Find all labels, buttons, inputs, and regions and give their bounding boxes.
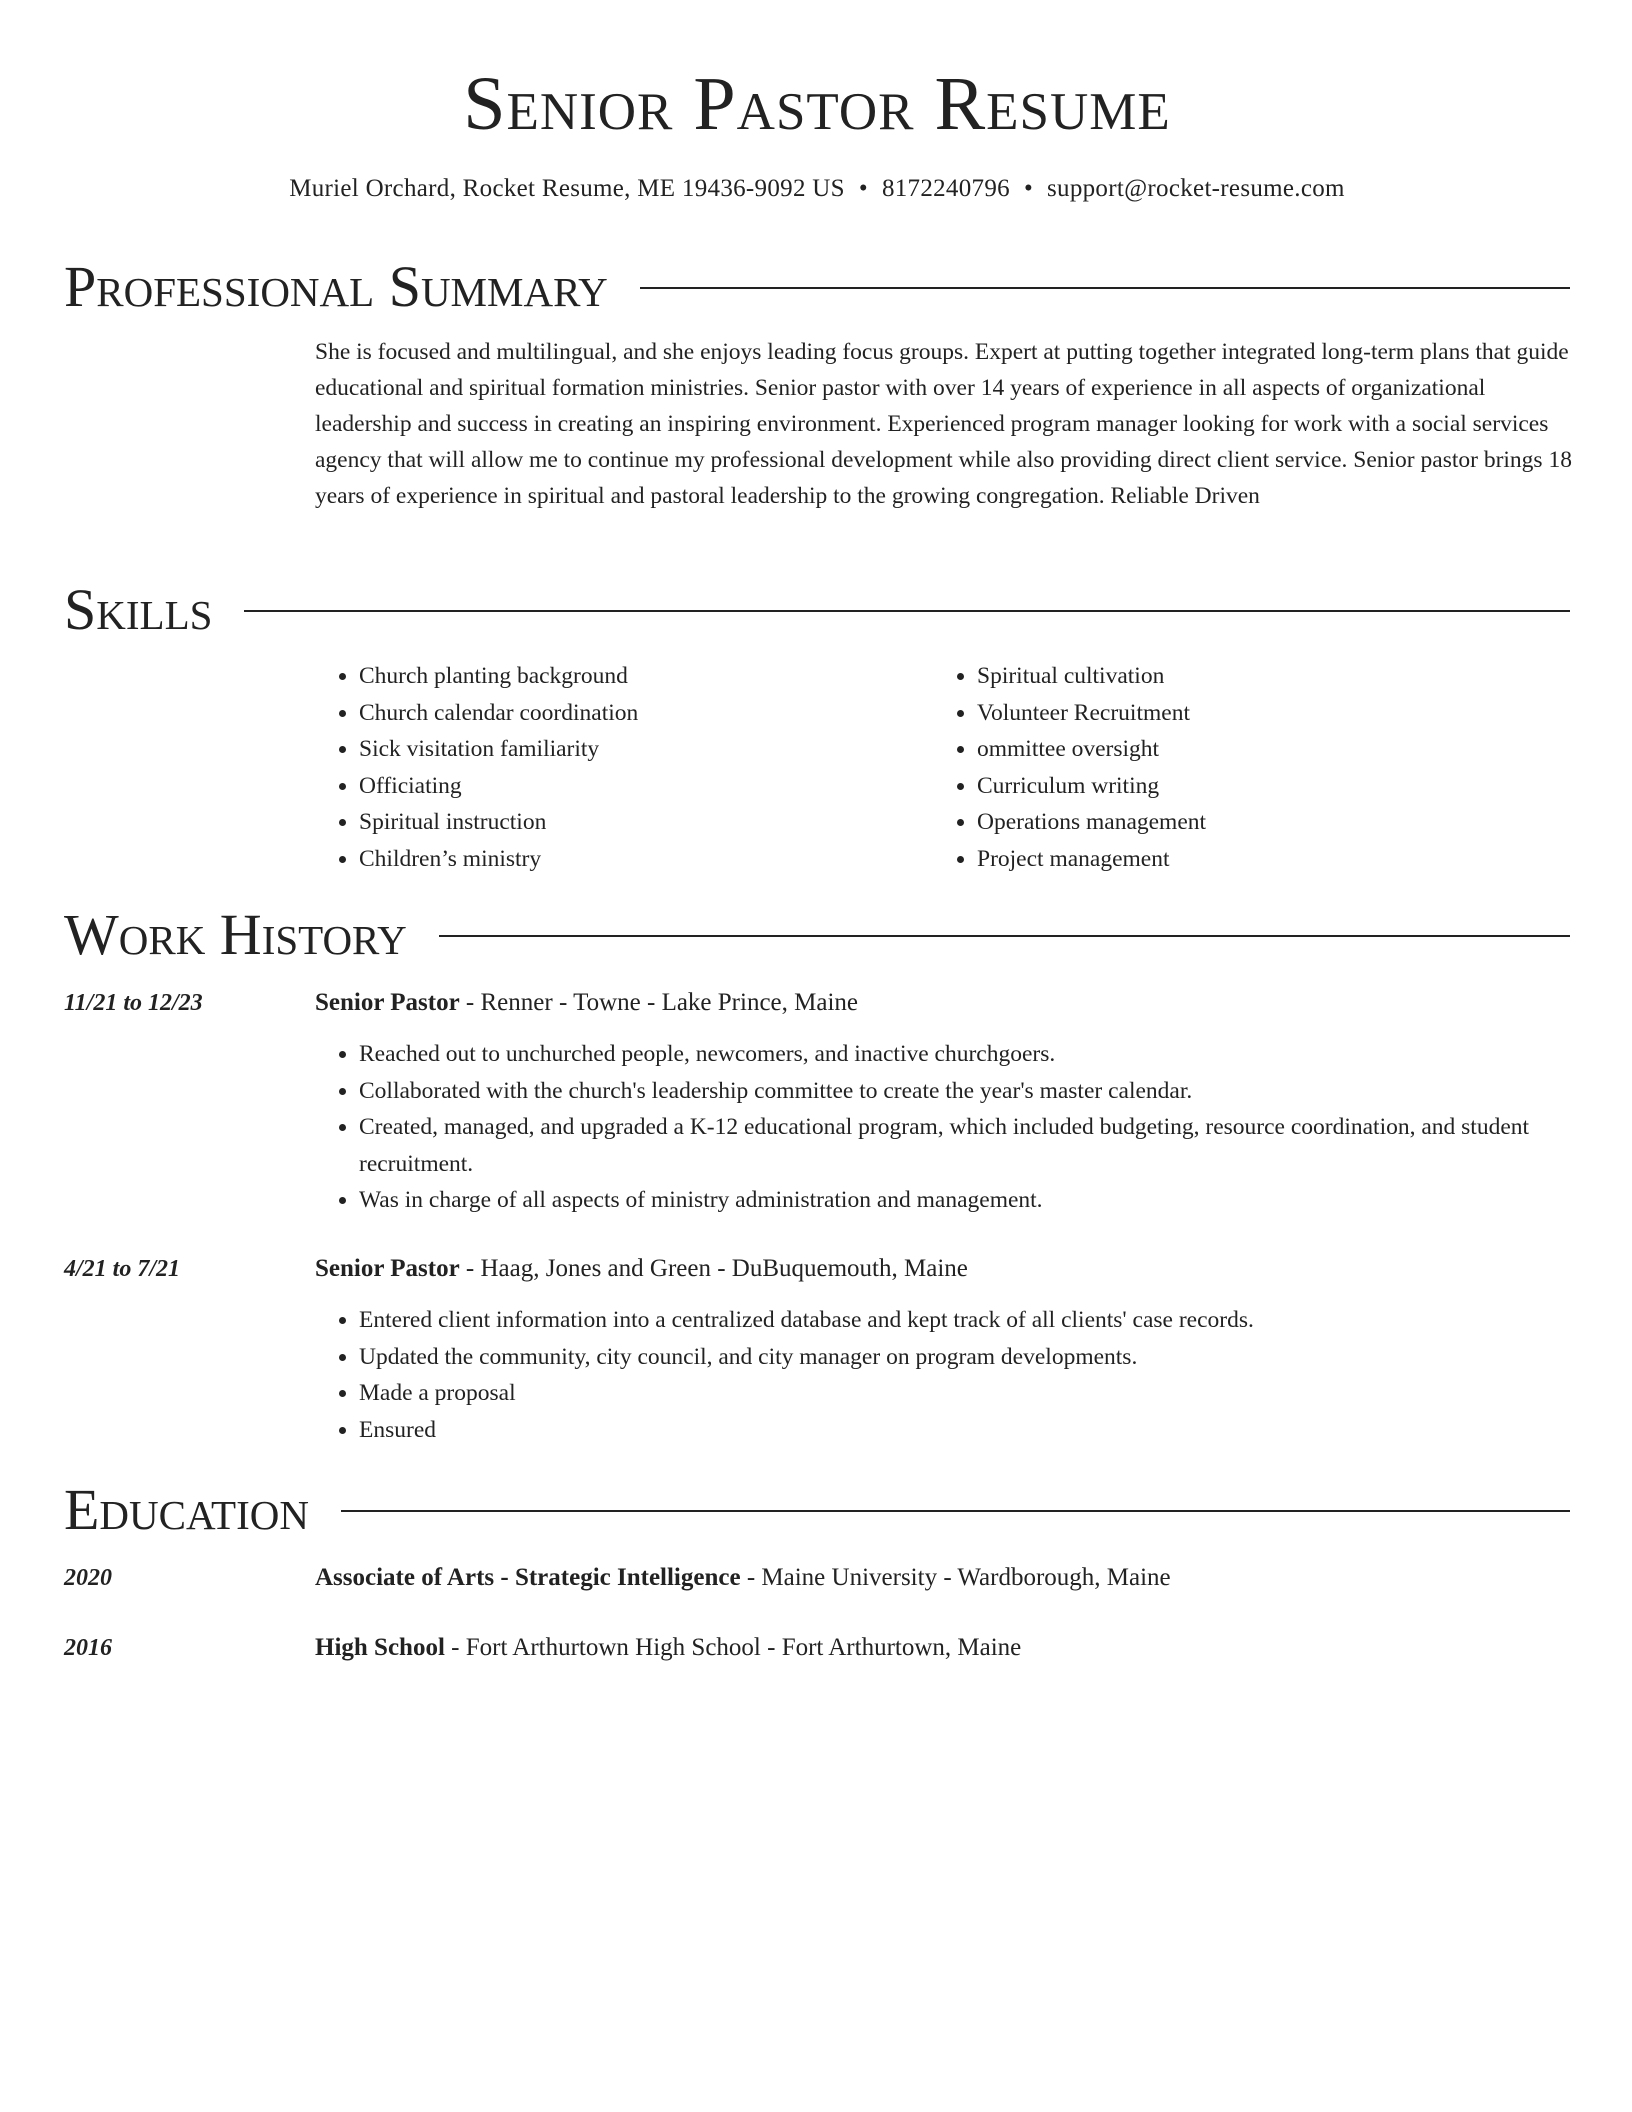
- job-bullet: • Reached out to unchurched people, newcomers, and inactive churchgoers.: [359, 1036, 1569, 1073]
- skills-column-left: [315, 658, 933, 877]
- job-bullets: [315, 1302, 1569, 1448]
- skill-item: • Volunteer Recruitment: [977, 695, 1551, 732]
- summary-heading: Professional Summary: [64, 254, 608, 319]
- work-section-header: [64, 903, 1570, 967]
- job-bullet: • Entered client information into a centralized database and kept track of all clients' case records.: [359, 1302, 1569, 1339]
- job-bullet: • Collaborated with the church's leadership committee to create the year's master calendar.: [359, 1073, 1569, 1110]
- contact-separator: •: [858, 175, 868, 202]
- job-dates: 4/21 to 7/21: [64, 1256, 181, 1282]
- skill-item: • Sick visitation familiarity: [359, 731, 933, 768]
- contact-address: Muriel Orchard, Rocket Resume, ME 19436-9092 US: [289, 175, 845, 202]
- skills-heading: Skills: [64, 577, 213, 642]
- section-divider: [244, 610, 1570, 612]
- job-details: - Haag, Jones and Green - DuBuquemouth, Maine: [459, 1255, 968, 1282]
- skill-item: • Spiritual cultivation: [977, 658, 1551, 695]
- job-bullet: • Ensured: [359, 1412, 1569, 1449]
- skill-item: • Project management: [977, 841, 1551, 878]
- education-degree: High School: [315, 1634, 445, 1661]
- education-heading-line: [315, 1563, 1171, 1593]
- skill-item: • Church planting background: [359, 658, 933, 695]
- skill-item: • Church calendar coordination: [359, 695, 933, 732]
- education-details: - Maine University - Wardborough, Maine: [740, 1564, 1171, 1591]
- skill-item: • Operations management: [977, 804, 1551, 841]
- job-title: Senior Pastor: [315, 989, 460, 1016]
- job-bullets: [315, 1036, 1569, 1219]
- education-degree: Associate of Arts - Strategic Intelligence: [315, 1564, 741, 1591]
- job-bullet: • Made a proposal: [359, 1375, 1569, 1412]
- job-bullet: • Created, managed, and upgraded a K-12 educational program, which included budgeting, resource coordination, and student recruitment.: [359, 1109, 1569, 1182]
- skills-column-right: [933, 658, 1551, 877]
- education-heading-line: [315, 1633, 1021, 1663]
- section-divider: [439, 935, 1570, 937]
- resume-page: [64, 0, 1572, 1661]
- education-details: - Fort Arthurtown High School - Fort Arthurtown, Maine: [444, 1634, 1022, 1661]
- job-heading: [315, 1254, 968, 1284]
- education-year: 2016: [64, 1635, 112, 1661]
- skill-item: • Curriculum writing: [977, 768, 1551, 805]
- section-divider: [640, 287, 1570, 289]
- skill-item: • ommittee oversight: [977, 731, 1551, 768]
- summary-section-header: [64, 255, 1570, 319]
- skill-item: • Officiating: [359, 768, 933, 805]
- contact-line: [64, 174, 1570, 204]
- job-title: Senior Pastor: [315, 1255, 460, 1282]
- resume-title: Senior Pastor Resume: [463, 62, 1171, 146]
- skills-list: [315, 658, 1575, 877]
- summary-text: She is focused and multilingual, and she enjoys leading focus groups. Expert at putting together integrated long-term plans that guide educational and spiritual formation ministries. Senior pastor with over 14 years of experience in all aspects of organizational leadership and success in creating an inspiring environment. Experienced program manager looking for work with a social services agency that will allow me to continue my professional development while also providing direct client service. Senior pastor brings 18 years of experience in spiritual and pastoral leadership to the growing congregation. Reliable Driven: [315, 339, 1572, 509]
- education-section-header: [64, 1478, 1570, 1542]
- job-dates: 11/21 to 12/23: [64, 990, 203, 1016]
- education-year: 2020: [64, 1565, 112, 1591]
- job-details: - Renner - Towne - Lake Prince, Maine: [459, 989, 859, 1016]
- contact-separator: •: [1023, 175, 1033, 202]
- skill-item: • Children’s ministry: [359, 841, 933, 878]
- education-heading: Education: [64, 1477, 309, 1542]
- skills-section-header: [64, 578, 1570, 642]
- skill-item: • Spiritual instruction: [359, 804, 933, 841]
- section-divider: [341, 1510, 1570, 1512]
- contact-email[interactable]: support@rocket-resume.com: [1047, 175, 1345, 202]
- job-heading: [315, 988, 858, 1018]
- work-heading: Work History: [64, 902, 407, 967]
- job-bullet: • Was in charge of all aspects of ministry administration and management.: [359, 1182, 1569, 1219]
- job-bullet: • Updated the community, city council, and city manager on program developments.: [359, 1339, 1569, 1376]
- contact-phone: 8172240796: [881, 175, 1010, 202]
